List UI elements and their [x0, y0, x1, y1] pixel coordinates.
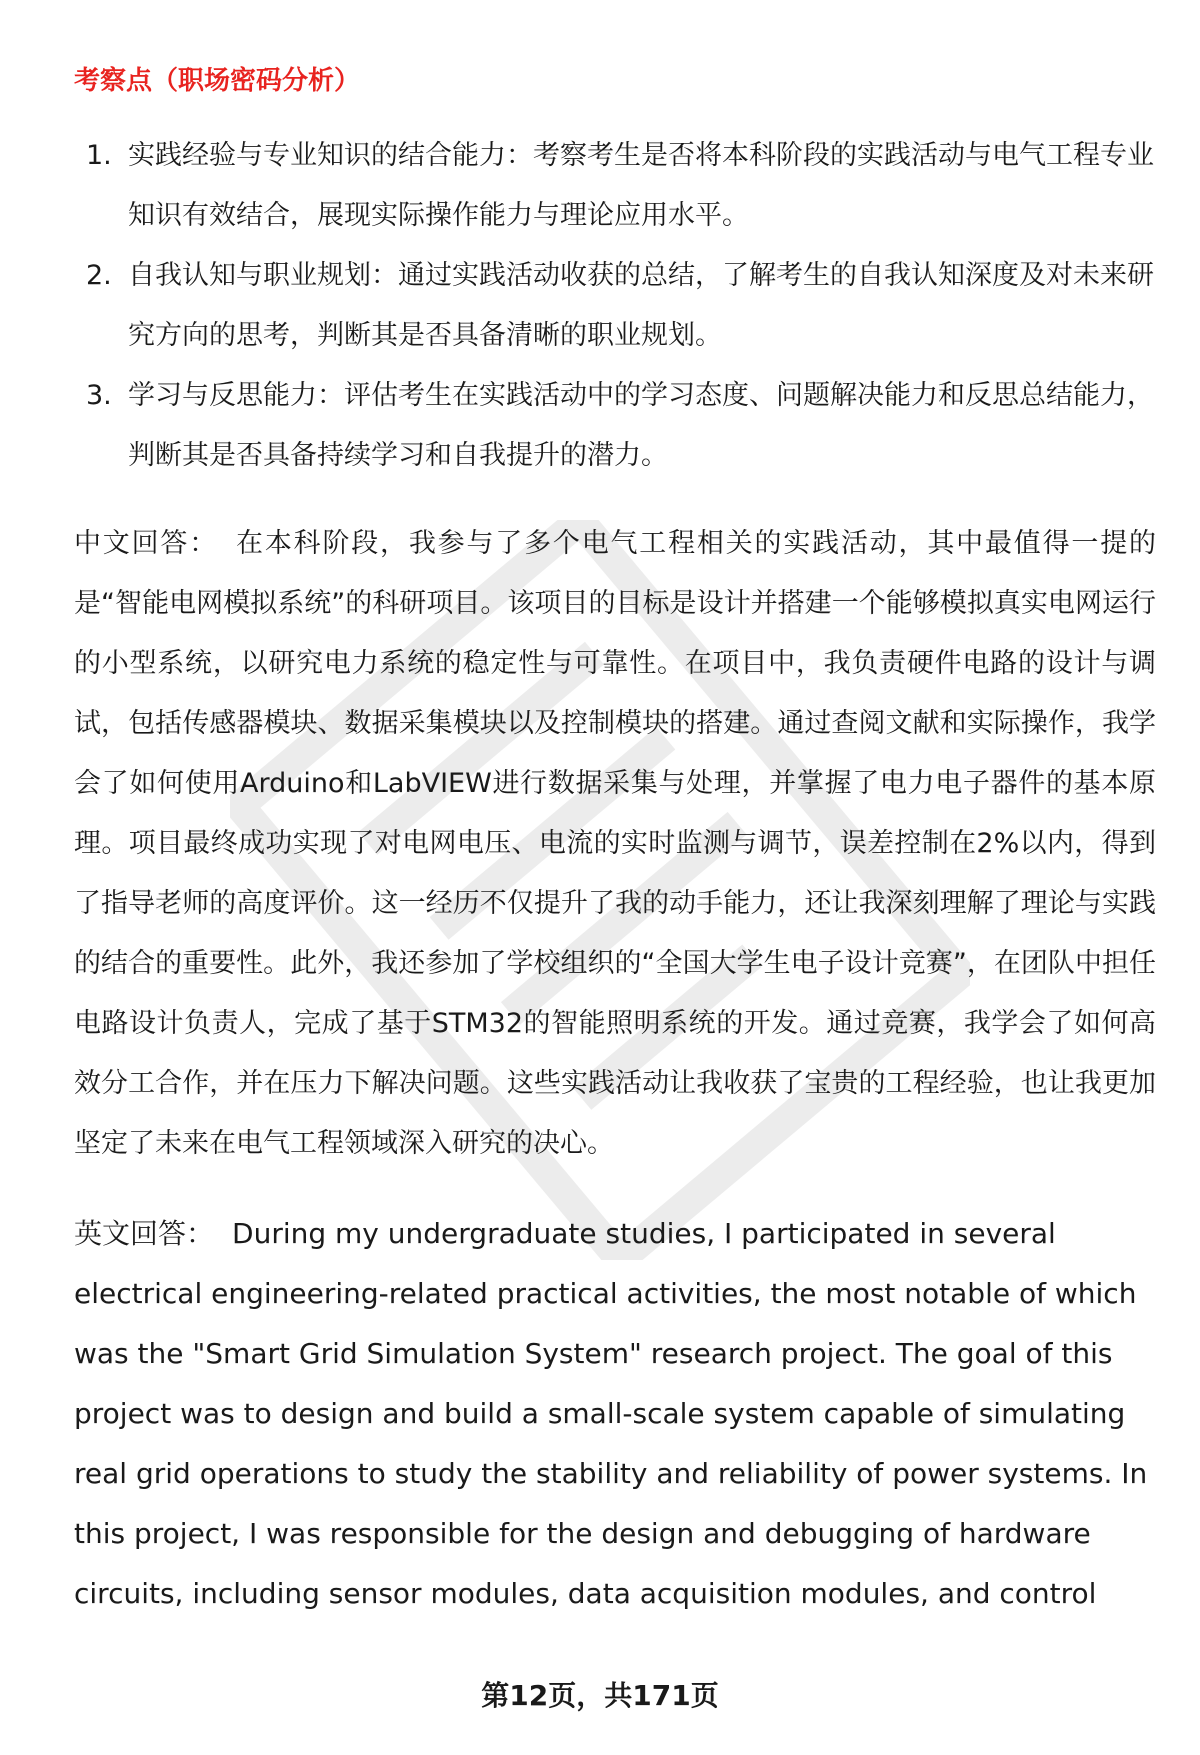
list-item: [74, 366, 1156, 486]
chinese-answer-text: 在本科阶段，我参与了多个电气工程相关的实践活动，其中最值得一提的是“智能电网模拟系统”的科研项目。该项目的目标是设计并搭建一个能够模拟真实电网运行的小型系统，以研究电力系统的稳定性与可靠性。在项目中，我负责硬件电路的设计与调试，包括传感器模块、数据采集模块以及控制模块的搭建。通过查阅文献和实际操作，我学会了如何使用Arduino和LabVIEW进行数据采集与处理，并掌握了电力电子器件的基本原理。项目最终成功实现了对电网电压、电流的实时监测与调节，误差控制在2%以内，得到了指导老师的高度评价。这一经历不仅提升了我的动手能力，还让我深刻理解了理论与实践的结合的重要性。此外，我还参加了学校组织的“全国大学生电子设计竞赛”，在团队中担任电路设计负责人，完成了基于STM32的智能照明系统的开发。通过竞赛，我学会了如何高效分工合作，并在压力下解决问题。这些实践活动让我收获了宝贵的工程经验，也让我更加坚定了未来在电气工程领域深入研究的决心。: [74, 528, 1157, 1159]
chinese-answer-label: 中文回答：: [74, 528, 219, 559]
list-item-number: 3.: [86, 380, 112, 411]
list-item: [74, 246, 1156, 366]
evaluation-points-list: [74, 126, 1156, 486]
list-item-number: 2.: [86, 260, 112, 291]
list-item-number: 1.: [86, 140, 112, 171]
document-content: [74, 58, 1156, 1624]
list-item-text: 学习与反思能力：评估考生在实践活动中的学习态度、问题解决能力和反思总结能力，判断其是否具备持续学习和自我提升的潜力。: [128, 380, 1154, 471]
page-number-footer: 第12页，共171页: [481, 1679, 719, 1712]
list-item-text: 自我认知与职业规划：通过实践活动收获的总结，了解考生的自我认知深度及对未来研究方向的思考，判断其是否具备清晰的职业规划。: [128, 260, 1154, 351]
chinese-answer: [74, 514, 1156, 1174]
section-heading: 考察点（职场密码分析）: [74, 66, 361, 96]
list-item-text: 实践经验与专业知识的结合能力：考察考生是否将本科阶段的实践活动与电气工程专业知识有效结合，展现实际操作能力与理论应用水平。: [128, 140, 1154, 231]
english-answer-text: During my undergraduate studies, I participated in several electrical engineering-related practical activities, the most notable of which was the "Smart Grid Simulation System" research project. The goal of this project was to design and build a small-scale system capable of simulating real grid operations to study the stability and reliability of power systems. In this project, I was responsible for the design and debugging of hardware circuits, including sensor modules, data acquisition modules, and control: [74, 1217, 1148, 1610]
english-answer: [74, 1204, 1156, 1624]
english-answer-label: 英文回答：: [74, 1217, 215, 1250]
list-item: [74, 126, 1156, 246]
